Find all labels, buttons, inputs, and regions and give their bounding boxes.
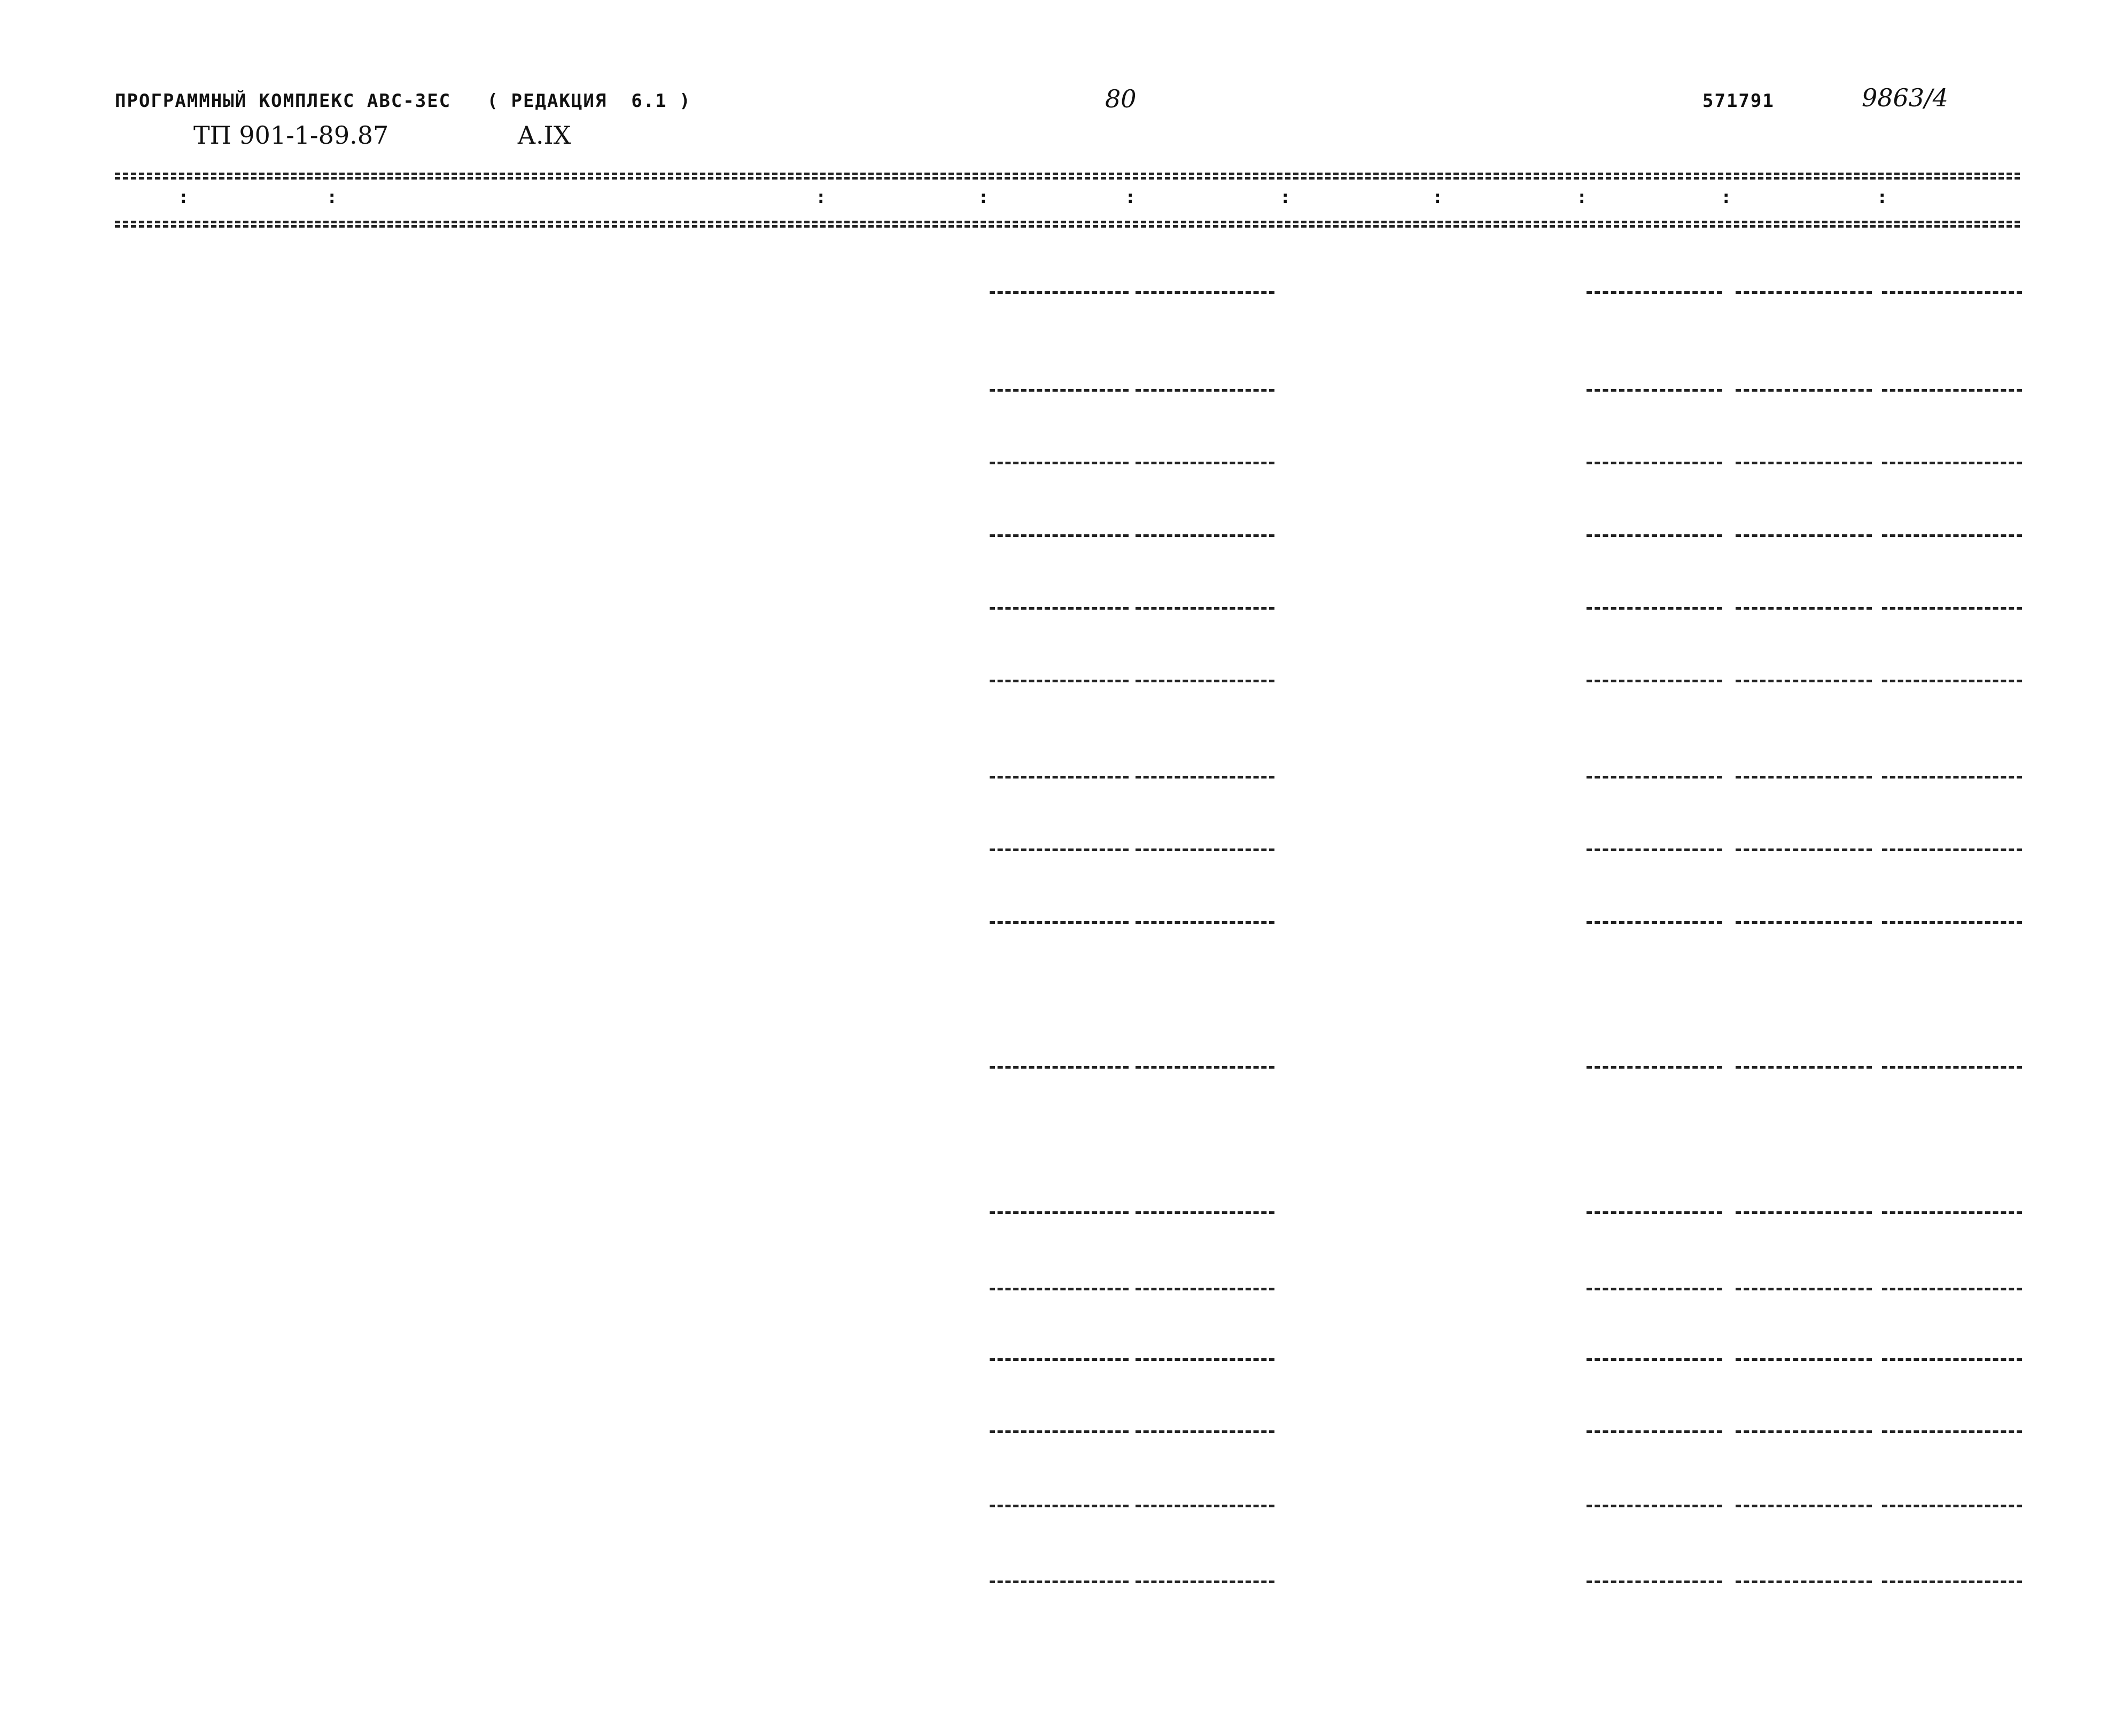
fraction-rule	[1736, 291, 1872, 294]
column-separator: :	[815, 186, 827, 208]
fraction-rule	[1736, 1430, 1872, 1433]
fraction-rule	[1882, 291, 2022, 294]
fraction-rule	[1136, 1430, 1274, 1433]
fraction-rule	[990, 1211, 1129, 1214]
fraction-rule	[1736, 462, 1872, 464]
fraction-rule	[1882, 1358, 2022, 1361]
fraction-rule	[1736, 1211, 1872, 1214]
fraction-rule	[1587, 1358, 1722, 1361]
fraction-rule	[1136, 1505, 1274, 1507]
fraction-rule	[1882, 1211, 2022, 1214]
fraction-rule	[1587, 848, 1722, 851]
fraction-rule	[1587, 1288, 1722, 1290]
header-rule-bottom-2	[115, 225, 2020, 228]
fraction-rule	[1136, 1581, 1274, 1583]
fraction-rule	[990, 680, 1129, 682]
fraction-rule	[1882, 462, 2022, 464]
column-separator: :	[326, 186, 338, 208]
fraction-rule	[1587, 776, 1722, 779]
document-code: 571791	[1702, 90, 1775, 112]
fraction-rule	[990, 1430, 1129, 1433]
fraction-rule	[1136, 848, 1274, 851]
fraction-rule	[1136, 776, 1274, 779]
fraction-rule	[1882, 776, 2022, 779]
fraction-rule	[990, 534, 1129, 537]
column-separator: :	[1432, 186, 1443, 208]
fraction-rule	[990, 848, 1129, 851]
fraction-rule	[1882, 534, 2022, 537]
column-separator: :	[1576, 186, 1588, 208]
fraction-rule	[1136, 462, 1274, 464]
fraction-rule	[990, 1505, 1129, 1507]
fraction-rule	[1736, 1358, 1872, 1361]
fraction-rule	[990, 389, 1129, 392]
fraction-rule	[1136, 1066, 1274, 1069]
fraction-rule	[1736, 1066, 1872, 1069]
fraction-rule	[1587, 921, 1722, 924]
fraction-rule	[1587, 534, 1722, 537]
fraction-rule	[990, 921, 1129, 924]
fraction-rule	[1736, 776, 1872, 779]
fraction-rule	[1882, 848, 2022, 851]
fraction-rule	[1136, 534, 1274, 537]
fraction-rule	[1736, 1505, 1872, 1507]
column-separator: :	[1280, 186, 1291, 208]
fraction-rule	[1882, 389, 2022, 392]
fraction-rule	[1882, 1430, 2022, 1433]
project-code: ТП 901-1-89.87	[193, 121, 389, 150]
fraction-rule	[1587, 1211, 1722, 1214]
fraction-rule	[990, 462, 1129, 464]
page-number: 80	[1105, 84, 1137, 113]
fraction-rule	[990, 1358, 1129, 1361]
fraction-rule	[1587, 462, 1722, 464]
fraction-rule	[1882, 680, 2022, 682]
header-rule-bottom	[115, 221, 2020, 223]
program-title: ПРОГРАММНЫЙ КОМПЛЕКС АВС-ЗЕС ( РЕДАКЦИЯ 6.1 )	[115, 90, 691, 112]
fraction-rule	[1136, 389, 1274, 392]
fraction-rule	[1882, 1581, 2022, 1583]
fraction-rule	[1882, 1288, 2022, 1290]
fraction-rule	[1882, 921, 2022, 924]
fraction-rule	[1587, 1430, 1722, 1433]
column-separator: :	[178, 186, 189, 208]
fraction-rule	[1587, 1581, 1722, 1583]
fraction-rule	[1587, 607, 1722, 610]
fraction-rule	[990, 776, 1129, 779]
fraction-rule	[990, 1288, 1129, 1290]
column-separator: :	[1877, 186, 1888, 208]
sheet-number: 9863/4	[1862, 83, 1948, 112]
column-separator: :	[978, 186, 989, 208]
header-rule-top	[115, 173, 2020, 175]
fraction-rule	[1736, 389, 1872, 392]
fraction-rule	[1136, 1211, 1274, 1214]
fraction-rule	[990, 1066, 1129, 1069]
fraction-rule	[1736, 680, 1872, 682]
fraction-rule	[1882, 1066, 2022, 1069]
fraction-rule	[1587, 1505, 1722, 1507]
fraction-rule	[1587, 1066, 1722, 1069]
fraction-rule	[1736, 1288, 1872, 1290]
fraction-rule	[1736, 1581, 1872, 1583]
fraction-rule	[1736, 921, 1872, 924]
fraction-rule	[1136, 607, 1274, 610]
fraction-rule	[1587, 291, 1722, 294]
fraction-rule	[1882, 1505, 2022, 1507]
fraction-rule	[990, 291, 1129, 294]
fraction-rule	[1736, 848, 1872, 851]
fraction-rule	[990, 1581, 1129, 1583]
header-rule-top-2	[115, 177, 2020, 180]
fraction-rule	[1736, 534, 1872, 537]
fraction-rule	[1136, 291, 1274, 294]
column-separator: :	[1721, 186, 1732, 208]
fraction-rule	[990, 607, 1129, 610]
fraction-rule	[1136, 921, 1274, 924]
column-separator: :	[1125, 186, 1136, 208]
fraction-rule	[1136, 1358, 1274, 1361]
fraction-rule	[1736, 607, 1872, 610]
fraction-rule	[1882, 607, 2022, 610]
fraction-rule	[1136, 1288, 1274, 1290]
fraction-rule	[1587, 680, 1722, 682]
fraction-rule	[1587, 389, 1722, 392]
fraction-rule	[1136, 680, 1274, 682]
album-number: А.IX	[517, 121, 571, 150]
